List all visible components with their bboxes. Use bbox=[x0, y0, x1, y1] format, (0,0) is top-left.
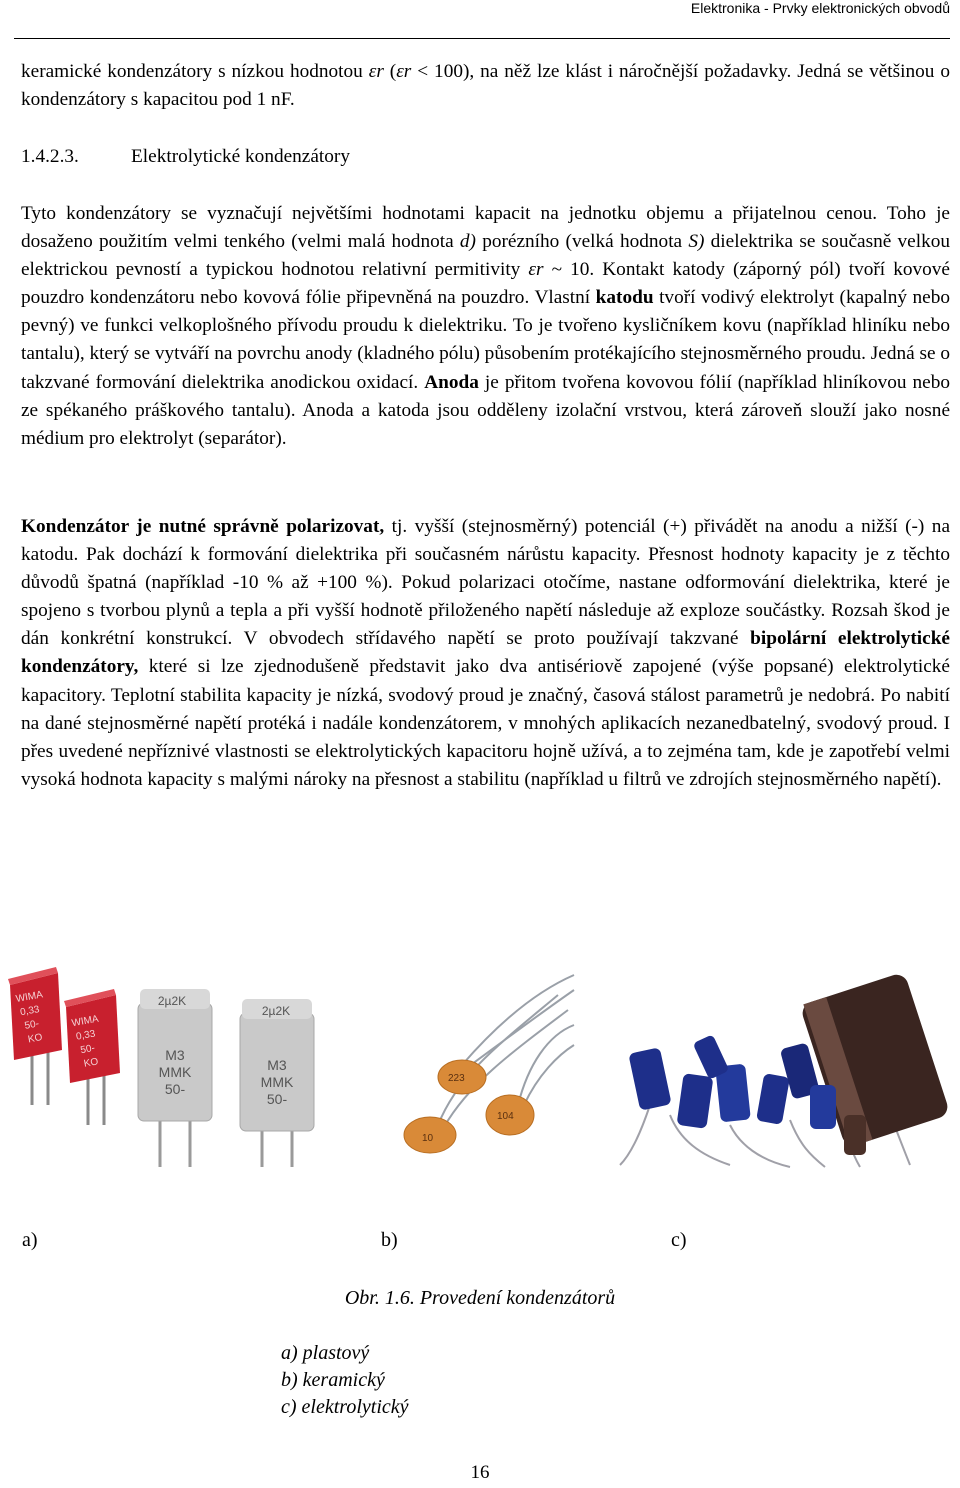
mkk-top-mark: 2µ2K bbox=[261, 1004, 291, 1018]
body-text: dielektrika se současně velkou elektrickou pevností a typickou hodnotou relativní permitivity bbox=[21, 231, 951, 281]
body-text: které si lze zjednodušeně představit jako dva antisériově zapojené (výše popsané) elektrolytické kapacitory. Teplotní stabilita kapacity je nízká, svodový proud je značný, časová stálost parametrů je nedobrá. Po nabití na dané stejnosměrné napětí protéká i nadále kondenzátorem, v mnohých aplikacích nezanedbatelný, svodový proud. I přes uvedené nepříznivé vlastnosti se elektrolytických kapacitoru hojně užívá, a to zejména tam, kde je zapotřebí velmi vysoká hodnota kapacity s malými nároky na přesnost a stabilitu (například u filtrů ve zdrojích stejnosměrného napětí). bbox=[21, 656, 950, 790]
figure-legend bbox=[281, 1340, 409, 1421]
disc-mark: 10 bbox=[422, 1133, 434, 1144]
body-text: tj. vyšší (stejnosměrný) potenciál (+) přivádět na anodu a nižší (-) na katodu. Pak dochází k formování dielektrika při současném nárůstu kapacity. Přesnost hodnoty kapacity je z těchto důvodů špatná (například -10 % až +100 %). Pokud polarizaci otočíme, nastane odformování dielektrika, které je spojeno s tvorbou plynů a tepla a při vyšší hodnotě přiloženého napětí následuje až exploze součástky. Rozsah škod je dán konkrétní konstrukcí. V obvodech střídavého napětí se proto používají takzvané bbox=[21, 516, 950, 650]
section-title: Elektrolytické kondenzátory bbox=[131, 146, 350, 167]
epsilon-symbol: εr bbox=[528, 259, 544, 281]
mkk-voltage: 50- bbox=[164, 1081, 186, 1097]
plastic-capacitors-photo bbox=[0, 955, 330, 1170]
wima-label: WIMA bbox=[70, 1013, 100, 1030]
wima-value: 0,33 bbox=[19, 1004, 41, 1019]
symbol-d: d) bbox=[459, 231, 476, 253]
grey-capacitor bbox=[138, 989, 212, 1167]
wima-code: KO bbox=[83, 1056, 100, 1070]
red-capacitor bbox=[64, 989, 120, 1125]
wima-code: KO bbox=[27, 1032, 44, 1046]
mkk-label: M3 bbox=[165, 1047, 185, 1063]
page-header: Elektronika - Prvky elektronických obvodů bbox=[690, 0, 950, 16]
legend-item: c) elektrolytický bbox=[281, 1396, 409, 1418]
body-text: je přitom tvořena kovovou fólií (například hliníkovou nebo ze spékaného práškového tantalu). Anoda a katoda jsou odděleny izolační vrstvou, která zároveň slouží jako nosné médium pro elektrolyt (separátor). bbox=[21, 371, 950, 449]
intro-text-1: keramické kondenzátory s nízkou hodnotou bbox=[21, 61, 369, 82]
figure-label-a: a) bbox=[22, 1229, 38, 1251]
section-number: 1.4.2.3. bbox=[21, 146, 79, 167]
mkk-type: MMK bbox=[260, 1074, 294, 1090]
figure-label-c: c) bbox=[671, 1229, 687, 1251]
mkk-label: M3 bbox=[267, 1057, 287, 1073]
ceramic-disc bbox=[438, 1060, 486, 1094]
mkk-type: MMK bbox=[158, 1064, 192, 1080]
intro-paragraph bbox=[21, 58, 950, 114]
body-text: ~ 10. Kontakt katody (záporný pól) tvoří kovové pouzdro kondenzátoru nebo kovová fólie připevněná na pouzdro. Vlastní bbox=[21, 259, 950, 309]
body-paragraph-1 bbox=[21, 200, 950, 453]
body-paragraph-2 bbox=[21, 513, 950, 794]
ceramic-disc bbox=[404, 1117, 456, 1153]
body-text: porézního (velká hodnota bbox=[475, 231, 689, 253]
wima-value: 0,33 bbox=[75, 1028, 97, 1043]
wima-voltage: 50- bbox=[23, 1018, 40, 1032]
epsilon-symbol: εr bbox=[368, 61, 384, 82]
wima-label: WIMA bbox=[14, 989, 44, 1005]
disc-mark: 223 bbox=[448, 1073, 465, 1084]
mkk-top-mark: 2µ2K bbox=[157, 994, 187, 1008]
bold-bipolarni: bipolární elektrolytické kondenzátory, bbox=[21, 628, 950, 678]
electrolytic-capacitors-photo bbox=[610, 955, 950, 1170]
section-heading bbox=[21, 143, 350, 171]
page-number: 16 bbox=[470, 1462, 490, 1483]
epsilon-symbol: εr bbox=[396, 61, 412, 82]
legend-item: b) keramický bbox=[281, 1369, 385, 1391]
grey-capacitor bbox=[240, 999, 314, 1167]
intro-text-3: < 100), na něž lze klást i náročnější požadavky. Jedná se většinou o kondenzátory s kapacitou pod 1 nF. bbox=[21, 61, 950, 111]
header-rule bbox=[14, 38, 950, 39]
intro-text-2: ( bbox=[383, 61, 397, 82]
disc-mark: 104 bbox=[497, 1111, 514, 1122]
figure-label-b: b) bbox=[381, 1229, 398, 1251]
body-text: tvoří vodivý elektrolyt (kapalný nebo pevný) ve funkci velkoplošného přívodu proudu k dielektriku. To je tvořeno kysličníkem kovu (například hliníku nebo tantalu), který se vytváří na povrchu anody (kladného pólu) působením protékajícího stejnosměrného proudu. Jedná se o takzvané formování dielektrika anodickou oxidací. bbox=[21, 287, 951, 393]
red-capacitor bbox=[8, 967, 62, 1105]
symbol-s: S) bbox=[688, 231, 705, 253]
bold-katodu: katodu bbox=[595, 287, 654, 309]
ceramic-capacitors-photo bbox=[378, 955, 578, 1170]
legend-item: a) plastový bbox=[281, 1342, 370, 1364]
bold-anoda: Anoda bbox=[424, 371, 479, 393]
mkk-voltage: 50- bbox=[266, 1091, 288, 1107]
ceramic-disc bbox=[486, 1095, 534, 1135]
bold-polarizace: Kondenzátor je nutné správně polarizovat, bbox=[21, 516, 385, 537]
body-text: Tyto kondenzátory se vyznačují největšími hodnotami kapacit na jednotku objemu a přijatelnou cenou. Toho je dosaženo použitím velmi tenkého (velmi malá hodnota bbox=[21, 203, 950, 253]
wima-voltage: 50- bbox=[79, 1042, 96, 1057]
figure-caption: Obr. 1.6. Provedení kondenzátorů bbox=[344, 1287, 616, 1309]
